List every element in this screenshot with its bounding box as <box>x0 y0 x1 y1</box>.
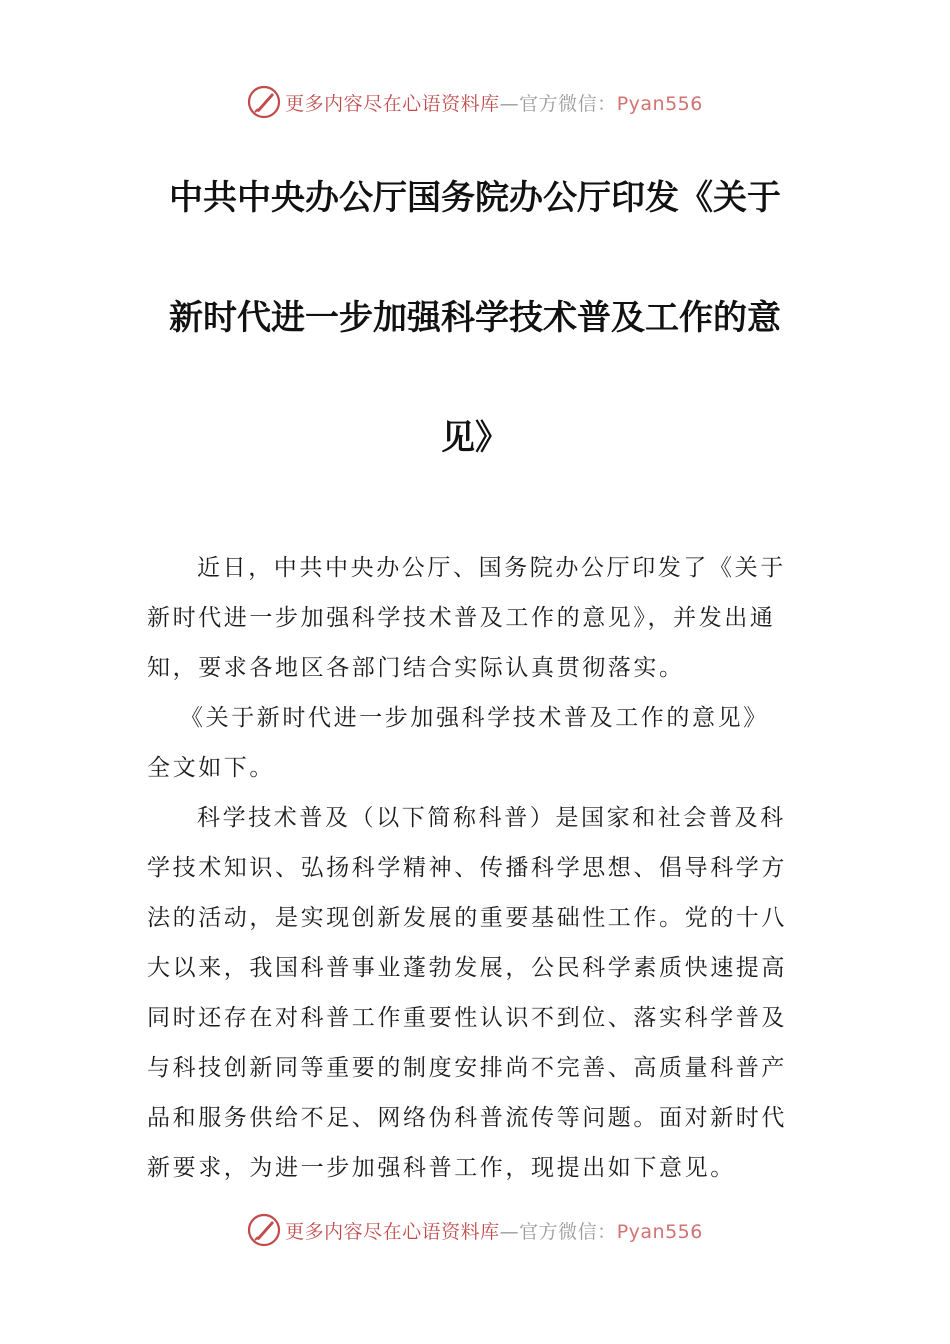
document-title-line-3: 见》 <box>441 418 509 458</box>
watermark-dash: — <box>499 92 520 115</box>
watermark-text <box>285 1217 703 1244</box>
quill-pen-logo-icon <box>247 85 281 119</box>
document-title-line-2: 新时代进一步加强科学技术普及工作的意 <box>169 298 781 338</box>
body-line-12: 品和服务供给不足、网络伪科普流传等问题。面对新时代 <box>147 1105 787 1131</box>
body-line-2: 新时代进一步加强科学技术普及工作的意见》，并发出通 <box>147 605 776 631</box>
body-line-10: 同时还存在对科普工作重要性认识不到位、落实科学普及 <box>147 1005 787 1031</box>
header-watermark <box>0 82 950 122</box>
body-line-8: 法的活动，是实现创新发展的重要基础性工作。党的十八 <box>147 905 787 931</box>
body-line-13: 新要求，为进一步加强科普工作，现提出如下意见。 <box>147 1155 736 1181</box>
watermark-main: 更多内容尽在心语资料库 <box>285 1220 500 1243</box>
body-line-9: 大以来，我国科普事业蓬勃发展，公民科学素质快速提高 <box>147 955 787 981</box>
body-line-4: 《关于新时代进一步加强科学技术普及工作的意见》 <box>180 705 769 731</box>
watermark-wechat-id: Pyan556 <box>616 1220 703 1243</box>
body-line-7: 学技术知识、弘扬科学精神、传播科学思想、倡导科学方 <box>147 855 787 881</box>
quill-pen-logo-icon <box>247 1213 281 1247</box>
body-line-6: 科学技术普及（以下简称科普）是国家和社会普及科 <box>197 805 786 831</box>
watermark-suffix: 官方微信： <box>519 92 617 115</box>
watermark-dash: — <box>499 1220 520 1243</box>
footer-watermark <box>0 1210 950 1250</box>
watermark-suffix: 官方微信： <box>519 1220 617 1243</box>
document-title-line-1: 中共中央办公厅国务院办公厅印发《关于 <box>169 178 781 218</box>
body-line-1: 近日，中共中央办公厅、国务院办公厅印发了《关于 <box>197 555 786 581</box>
body-line-11: 与科技创新同等重要的制度安排尚不完善、高质量科普产 <box>147 1055 787 1081</box>
watermark-text <box>285 89 703 116</box>
body-line-3: 知，要求各地区各部门结合实际认真贯彻落实。 <box>147 655 685 681</box>
watermark-main: 更多内容尽在心语资料库 <box>285 92 500 115</box>
watermark-wechat-id: Pyan556 <box>616 92 703 115</box>
body-line-5: 全文如下。 <box>147 755 275 781</box>
